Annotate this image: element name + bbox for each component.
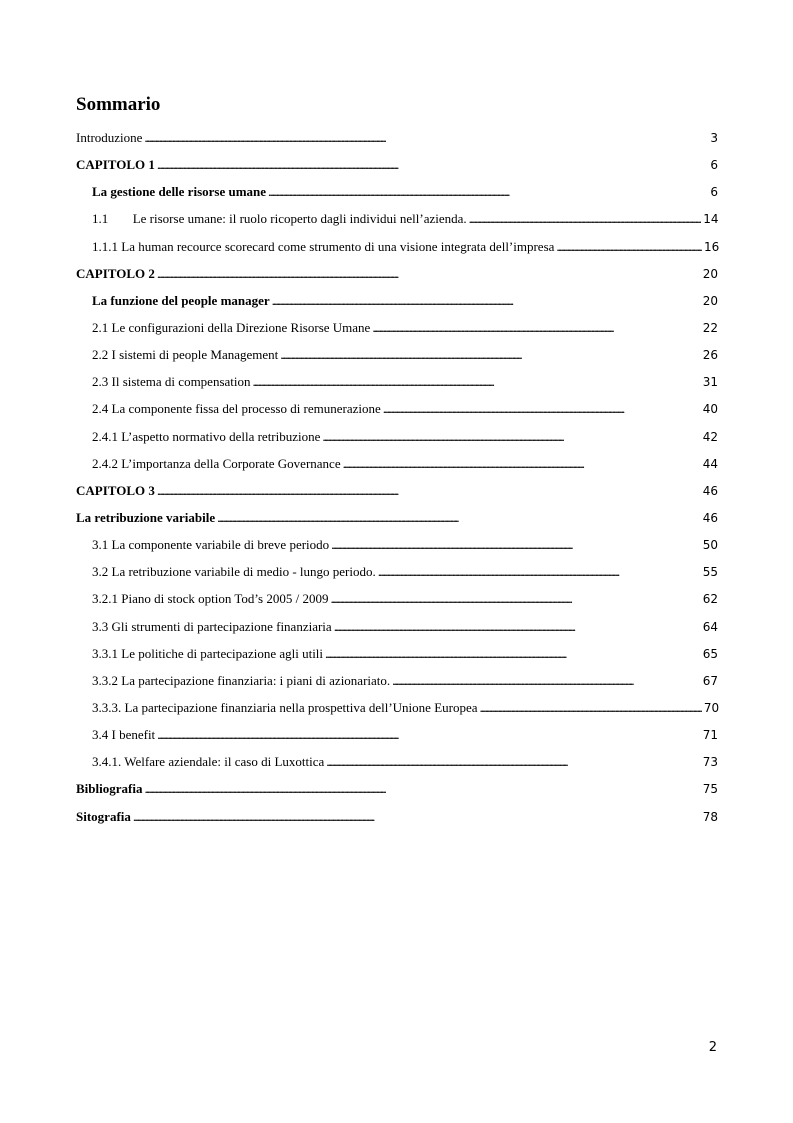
- toc-entry-text: 2.2 I sistemi di people Management: [92, 347, 279, 363]
- toc-entry-page: 46: [702, 483, 718, 498]
- toc-entry[interactable]: [76, 395, 718, 422]
- dot-leader: [157, 260, 701, 287]
- toc-entry-text: CAPITOLO 2: [76, 265, 155, 281]
- toc-title: Sommario: [76, 94, 161, 115]
- toc-entry-text: 3.3.2 La partecipazione finanziaria: i piani di azionariato.: [92, 672, 391, 688]
- toc-entry-page: 67: [702, 673, 718, 688]
- toc-entry-text: 3.2.1 Piano di stock option Tod’s 2005 / 2009: [92, 591, 329, 607]
- toc-entry-text: 3.4 I benefit: [92, 727, 156, 743]
- toc-entry-text: La retribuzione variabile: [76, 509, 216, 525]
- table-of-contents: [76, 124, 718, 830]
- toc-entry[interactable]: [76, 477, 718, 504]
- dot-leader: [280, 341, 700, 368]
- toc-entry[interactable]: [76, 803, 718, 830]
- toc-entry-page: 16: [704, 239, 720, 254]
- toc-entry-page: 64: [702, 619, 718, 634]
- dot-leader: [330, 585, 700, 612]
- dot-leader: [326, 748, 700, 775]
- toc-entry-text: 1.1.1 La human recource scorecard come strumento di una visione integrata dell’impresa: [92, 238, 555, 254]
- toc-entry-page: 3: [710, 131, 718, 145]
- toc-entry[interactable]: [76, 205, 718, 232]
- toc-entry[interactable]: [76, 531, 718, 558]
- toc-entry[interactable]: [76, 640, 718, 667]
- toc-entry-page: 70: [703, 700, 720, 715]
- dot-leader: [133, 803, 701, 830]
- toc-entry-page: 62: [702, 592, 718, 607]
- toc-entry-page: 31: [702, 375, 718, 390]
- toc-entry-text: Le risorse umane: il ruolo ricoperto dagli individui nell’azienda.: [132, 211, 467, 227]
- dot-leader: [378, 558, 701, 585]
- dot-leader: [325, 640, 701, 667]
- toc-entry-text: CAPITOLO 1: [76, 157, 155, 173]
- toc-entry-page: 55: [702, 565, 718, 580]
- toc-entry-page: 22: [702, 320, 718, 335]
- toc-entry-page: 50: [702, 538, 718, 553]
- dot-leader: [334, 613, 701, 640]
- toc-entry-page: 75: [702, 782, 718, 797]
- toc-entry-text: 3.4.1. Welfare aziendale: il caso di Luxottica: [92, 754, 325, 770]
- dot-leader: [331, 531, 701, 558]
- dot-leader: [157, 721, 701, 748]
- toc-entry-text: La funzione del people manager: [92, 292, 270, 308]
- dot-leader: [268, 178, 702, 205]
- dot-leader: [392, 667, 701, 694]
- dot-leader: [157, 477, 701, 504]
- toc-entry-page: 20: [702, 293, 718, 308]
- toc-entry[interactable]: [76, 450, 718, 477]
- toc-entry-number: 1.1: [92, 211, 109, 227]
- toc-entry[interactable]: [76, 151, 718, 178]
- toc-entry-page: 65: [702, 646, 718, 661]
- toc-entry-page: 42: [702, 429, 718, 444]
- toc-entry[interactable]: [76, 667, 718, 694]
- toc-entry-text: 3.1 La componente variabile di breve periodo: [92, 537, 330, 553]
- toc-entry-text: 2.1 Le configurazioni della Direzione Risorse Umane: [92, 319, 371, 335]
- toc-entry[interactable]: [76, 178, 718, 205]
- dot-leader: [272, 287, 701, 314]
- dot-leader: [157, 151, 702, 178]
- toc-entry-text: Introduzione: [76, 130, 143, 145]
- toc-entry[interactable]: [76, 341, 718, 368]
- toc-entry-text: La gestione delle risorse umane: [92, 184, 267, 200]
- toc-entry[interactable]: [76, 423, 718, 450]
- toc-entry[interactable]: [76, 613, 718, 640]
- toc-entry-page: 40: [702, 402, 718, 417]
- toc-entry-page: 46: [702, 510, 718, 525]
- toc-entry-text: 2.4.2 L’importanza della Corporate Governance: [92, 455, 341, 471]
- toc-entry-text: Sitografia: [76, 808, 131, 824]
- toc-entry[interactable]: [76, 314, 718, 341]
- toc-entry-page: 71: [702, 728, 718, 743]
- toc-entry[interactable]: [76, 558, 718, 585]
- dot-leader: [144, 775, 700, 802]
- toc-entry-page: 14: [703, 212, 719, 227]
- toc-entry-page: 6: [710, 185, 718, 200]
- toc-entry[interactable]: [76, 368, 718, 395]
- toc-entry[interactable]: [76, 585, 718, 612]
- toc-entry[interactable]: [76, 287, 718, 314]
- dot-leader: [480, 694, 702, 721]
- toc-entry-text: 2.4.1 L’aspetto normativo della retribuzione: [92, 428, 321, 444]
- dot-leader: [253, 368, 701, 395]
- toc-entry-page: 20: [702, 266, 718, 281]
- dot-leader: [556, 233, 702, 260]
- toc-entry[interactable]: [76, 748, 718, 775]
- toc-entry-text: 2.3 Il sistema di compensation: [92, 374, 251, 390]
- toc-entry[interactable]: [76, 721, 718, 748]
- dot-leader: [343, 450, 701, 477]
- toc-entry[interactable]: [76, 504, 718, 531]
- toc-entry-page: 44: [702, 456, 718, 471]
- toc-entry[interactable]: [76, 775, 718, 802]
- toc-entry[interactable]: [76, 260, 718, 287]
- toc-entry-text: 3.3 Gli strumenti di partecipazione finanziaria: [92, 618, 332, 634]
- toc-entry-page: 78: [702, 809, 718, 824]
- dot-leader: [322, 423, 700, 450]
- toc-entry-page: 73: [702, 755, 718, 770]
- toc-entry-text: CAPITOLO 3: [76, 482, 155, 498]
- page-number: 2: [708, 1040, 717, 1055]
- dot-leader: [383, 395, 701, 422]
- toc-entry-text: Bibliografia: [76, 781, 143, 797]
- toc-entry-page: 6: [710, 158, 718, 173]
- dot-leader: [217, 504, 701, 531]
- toc-entry-text: 2.4 La componente fissa del processo di remunerazione: [92, 401, 381, 417]
- toc-entry-text: 3.3.1 Le politiche di partecipazione agli utili: [92, 645, 324, 661]
- dot-leader: [372, 314, 700, 341]
- toc-entry-text: 3.2 La retribuzione variabile di medio - lungo periodo.: [92, 564, 376, 580]
- dot-leader: [469, 205, 702, 232]
- toc-entry[interactable]: [76, 124, 718, 151]
- toc-entry-page: 26: [702, 348, 718, 363]
- toc-entry-text: 3.3.3. La partecipazione finanziaria nella prospettiva dell’Unione Europea: [92, 699, 478, 715]
- toc-entry[interactable]: [76, 233, 718, 260]
- dot-leader: [144, 124, 702, 151]
- toc-entry[interactable]: [76, 694, 718, 721]
